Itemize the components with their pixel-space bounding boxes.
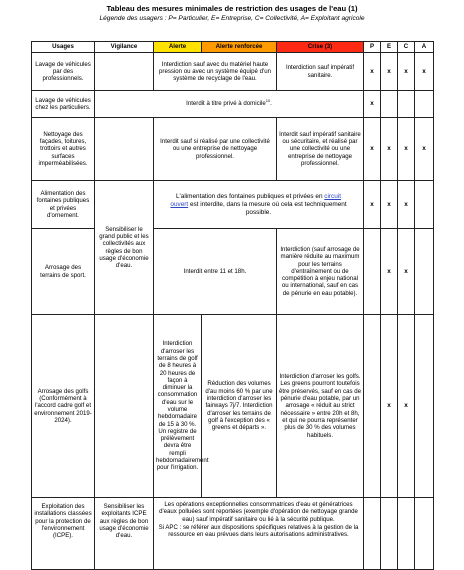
circuit-ouvert-link[interactable]: circuit ouvert	[170, 192, 341, 208]
usage-cell: Exploitation des installations classées pour la protection de l'environnement (ICPE).	[32, 498, 95, 570]
table-row	[32, 229, 434, 315]
c-mark: x	[398, 229, 415, 315]
alerte-cell: Interdiction sauf avec du matériel haute pression ou avec un système équipé d'un système de recyclage de l'eau.	[154, 53, 277, 91]
usage-cell: Lavage de véhicules chez les particuliers.	[32, 91, 95, 118]
merged-measure-cell	[154, 498, 364, 570]
header-alerte: Alerte	[154, 42, 202, 53]
header-crise: Crise (3)	[277, 42, 364, 53]
table-row	[32, 181, 434, 229]
c-mark	[398, 91, 415, 118]
usage-cell: Alimentation des fontaines publiques et privées d'ornement.	[32, 181, 95, 229]
p-mark: x	[364, 53, 381, 91]
alerte-cell: Interdit entre 11 et 18h.	[154, 229, 277, 315]
c-mark: x	[398, 181, 415, 229]
c-mark: x	[398, 118, 415, 181]
a-mark	[415, 181, 434, 229]
alerte-renforcee-cell: Réduction des volumes d'au moins 60 % par une interdiction d'arroser les fairways 7j/7. Interdiction d'arroser les terrains de golf à l'exception des « greens et départs ».	[202, 315, 277, 498]
header-e: E	[381, 42, 398, 53]
vigilance-shared-cell: Sensibiliser le grand public et les collectivités aux règles de bon usage d'économie d'eau.	[95, 181, 154, 315]
header-usages: Usages	[32, 42, 95, 53]
table-title: Tableau des mesures minimales de restriction des usages de l'eau (1)	[106, 4, 358, 13]
measure-text: est interdite, dans la mesure où cela est techniquement possible.	[189, 200, 347, 216]
e-mark: x	[381, 229, 398, 315]
measure-text: L'alimentation des fontaines publiques et privées en	[175, 192, 323, 200]
table-row	[32, 118, 434, 181]
a-mark	[415, 498, 434, 570]
alerte-cell: Interdit sauf si réalisé par une collectivité ou une entreprise de nettoyage professionnel.	[154, 118, 277, 181]
usage-cell: Nettoyage des façades, toitures, trottoirs et autres surfaces imperméabilisées.	[32, 118, 95, 181]
merged-measure-cell	[154, 181, 364, 229]
table-row	[32, 315, 434, 498]
crise-cell: Interdiction (sauf arrosage de manière réduite au maximum pour les terrains d'entraînement ou de compétition à enjeu national ou international, sauf en cas de pénurie en eau potable).	[277, 229, 364, 315]
a-mark: x	[415, 53, 434, 91]
c-mark: x	[398, 53, 415, 91]
table-row	[32, 53, 434, 91]
table-row	[32, 91, 434, 118]
measure-text: Les opérations exceptionnelles consommatrices d'eau et génératrices d'eaux polluées sont reportées (exemple d'opération de nettoyage grande eau) sauf impératif sanitaire ou lié à la sécurité publique.	[159, 501, 358, 523]
header-vigilance: Vigilance	[95, 42, 154, 53]
usage-cell: Arrosage des terrains de sport.	[32, 229, 95, 315]
a-mark	[415, 91, 434, 118]
p-mark: x	[364, 181, 381, 229]
a-mark	[415, 229, 434, 315]
vigilance-cell	[95, 118, 154, 181]
usage-cell: Lavage de véhicules par des professionnels.	[32, 53, 95, 91]
usage-cell: Arrosage des golfs (Conformément à l'accord cadre golf et environnement 2019-2024).	[32, 315, 95, 498]
header-row	[32, 42, 434, 53]
restrictions-table	[31, 41, 434, 570]
c-mark: x	[398, 315, 415, 498]
vigilance-cell	[95, 53, 154, 91]
users-legend: Légende des usagers : P= Particulier, E= Entreprise, C= Collectivité, A= Exploitant agricole	[99, 15, 365, 22]
p-mark	[364, 498, 381, 570]
footnote-ref: 10	[265, 98, 271, 104]
p-mark: x	[364, 91, 381, 118]
header-alerte-renforcee: Alerte renforcée	[202, 42, 277, 53]
crise-cell: Interdiction sauf impératif sanitaire.	[277, 53, 364, 91]
alerte-cell: Interdiction d'arroser les terrains de golf de 8 heures à 20 heures de façon à diminuer la consommation d'eau sur le volume hebdomadaire de 15 à 30 %. Un registre de prélèvement devra être rempli hebdomadairement pour l'irrigation.	[154, 315, 202, 498]
table-row	[32, 498, 434, 570]
e-mark: x	[381, 53, 398, 91]
crise-cell: Interdit sauf impératif sanitaire ou sécuritaire, et réalisé par une collectivité ou une entreprise de nettoyage professionnel.	[277, 118, 364, 181]
merged-measure-cell: Interdit à titre privé à domicile$^{10}$.	[95, 91, 364, 118]
vigilance-cell	[95, 315, 154, 498]
measure-text: Interdit à titre privé à domicile	[186, 100, 266, 108]
e-mark: x	[381, 315, 398, 498]
e-mark	[381, 498, 398, 570]
c-mark	[398, 498, 415, 570]
header-a: A	[415, 42, 434, 53]
p-mark	[364, 315, 381, 498]
e-mark: x	[381, 118, 398, 181]
crise-cell: Interdiction d'arroser les golfs. Les greens pourront toutefois être préservés, sauf en cas de pénurie d'eau potable, par un arrosage « réduit au strict nécessaire » entre 20h et 8h, et qui ne pourra représenter plus de 30 % des volumes habituels.	[277, 315, 364, 498]
e-mark: x	[381, 181, 398, 229]
p-mark: x	[364, 118, 381, 181]
e-mark	[381, 91, 398, 118]
vigilance-cell: Sensibiliser les exploitants ICPE aux règles de bon usage d'économie d'eau.	[95, 498, 154, 570]
a-mark: x	[415, 118, 434, 181]
header-c: C	[398, 42, 415, 53]
measure-text: Si APC : se référer aux dispositions spécifiques relatives à la gestion de la ressource en eau prévues dans leurs autorisations administratives.	[158, 523, 359, 539]
header-p: P	[364, 42, 381, 53]
a-mark	[415, 315, 434, 498]
p-mark	[364, 229, 381, 315]
